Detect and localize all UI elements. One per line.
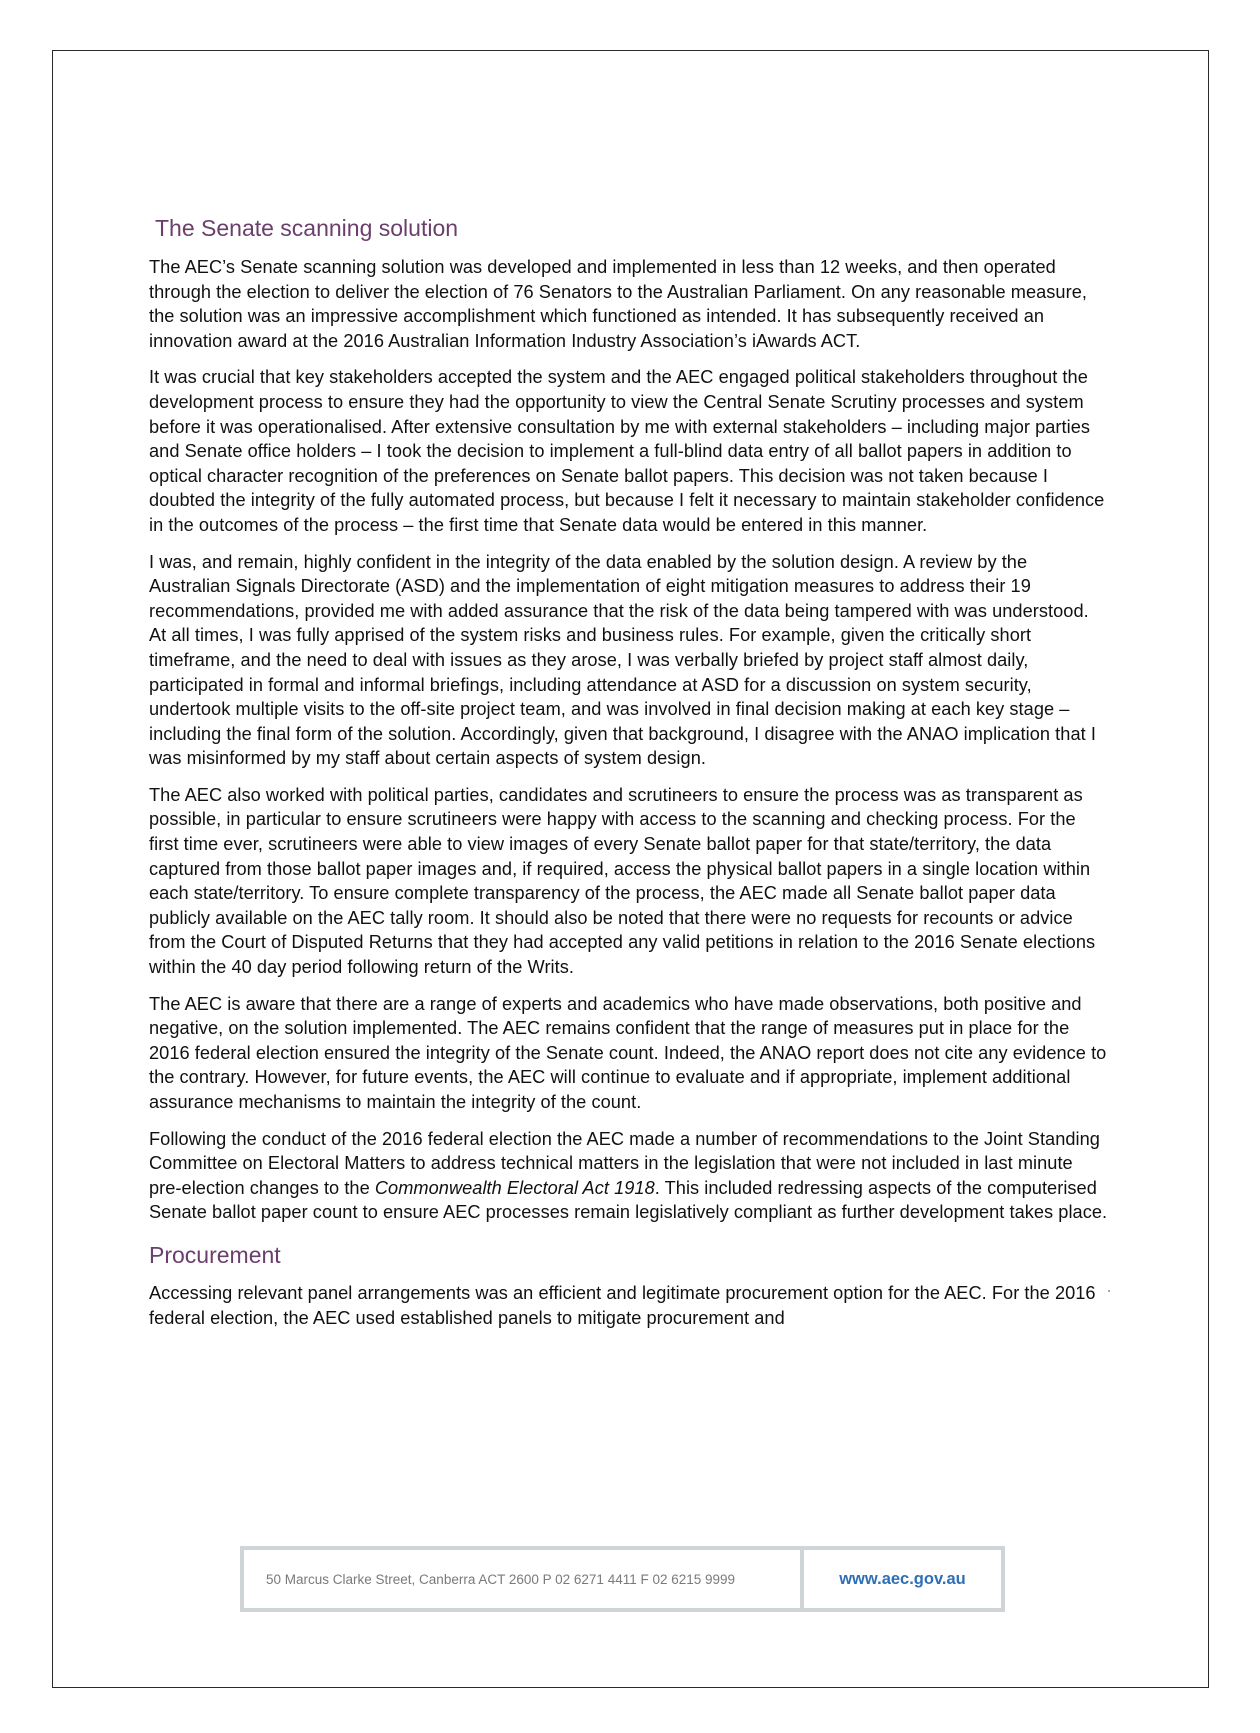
paragraph: The AEC also worked with political parties, candidates and scrutineers to ensure the process was as transparent as possible, in particular to ensure scrutineers were happy with access to the scanning and checking process. For the first time ever, scrutineers were able to view images of every Senate ballot paper for that state/territory, the data captured from those ballot paper images and, if required, access the physical ballot papers in a single location within each state/territory. To ensure complete transparency of the process, the AEC made all Senate ballot paper data publicly available on the AEC tally room. It should also be noted that there were no requests for recounts or advice from the Court of Disputed Returns that they had accepted any valid petitions in relation to the 2016 Senate elections within the 40 day period following return of the Writs. bbox=[149, 784, 1096, 978]
paragraph-text: . This included redressing aspects of the computerised Senate ballot paper count to ensure AEC processes remain legislatively compliant as further development takes place. bbox=[149, 1177, 1108, 1223]
paragraph: The AEC is aware that there are a range of experts and academics who have made observations, both positive and negative, on the solution implemented. The AEC remains confident that the range of measures put in place for the 2016 federal election ensured the integrity of the Senate count. Indeed, the ANAO report does not cite any evidence to the contrary. However, for future events, the AEC will continue to evaluate and if appropriate, implement additional assurance mechanisms to maintain the integrity of the count. bbox=[149, 993, 1107, 1112]
paragraph: The AEC’s Senate scanning solution was developed and implemented in less than 12 weeks, and then operated through the election to deliver the election of 76 Senators to the Australian Parliament. On any reasonable measure, the solution was an impressive accomplishment which functioned as intended. It has subsequently received an innovation award at the 2016 Australian Information Industry Association’s iAwards ACT. bbox=[149, 257, 1087, 351]
section-heading-procurement: Procurement bbox=[149, 1241, 281, 1268]
scan-speck bbox=[1108, 1290, 1110, 1292]
letterhead-footer bbox=[240, 1546, 1005, 1612]
paragraph-legislation bbox=[149, 1127, 1109, 1225]
document-body bbox=[149, 214, 1109, 1342]
footer-address: 50 Marcus Clarke Street, Canberra ACT 2600 P 02 6271 4411 F 02 6215 9999 bbox=[266, 1571, 736, 1587]
paragraph: Accessing relevant panel arrangements was an efficient and legitimate procurement option for the AEC. For the 2016 federal election, the AEC used established panels to mitigate procurement and bbox=[149, 1282, 1096, 1328]
website-link[interactable]: www.aec.gov.au bbox=[839, 1569, 966, 1588]
act-title: Commonwealth Electoral Act 1918 bbox=[374, 1177, 655, 1198]
section-heading-senate-scanning: The Senate scanning solution bbox=[155, 215, 459, 241]
paragraph-text: Following the conduct of the 2016 federal election the AEC made a number of recommendations to the Joint Standing Committee on Electoral Matters to address technical matters in the legislation that were not included in last minute pre-election changes to the bbox=[149, 1128, 1100, 1198]
paragraph: It was crucial that key stakeholders accepted the system and the AEC engaged political stakeholders throughout the development process to ensure they had the opportunity to view the Central Senate Scrutiny processes and system before it was operationalised. After extensive consultation by me with external stakeholders – including major parties and Senate office holders – I took the decision to implement a full-blind data entry of all ballot papers in addition to optical character recognition of the preferences on Senate ballot papers. This decision was not taken because I doubted the integrity of the fully automated process, but because I felt it necessary to maintain stakeholder confidence in the outcomes of the process – the first time that Senate data would be entered in this manner. bbox=[149, 367, 1105, 535]
paragraph: I was, and remain, highly confident in the integrity of the data enabled by the solution design. A review by the Australian Signals Directorate (ASD) and the implementation of eight mitigation measures to address their 19 recommendations, provided me with added assurance that the risk of the data being tampered with was understood. At all times, I was fully apprised of the system risks and business rules. For example, given the critically short timeframe, and the need to deal with issues as they arose, I was verbally briefed by project staff almost daily, participated in formal and informal briefings, including attendance at ASD for a discussion on system security, undertook multiple visits to the off-site project team, and was involved in final decision making at each key stage – including the final form of the solution. Accordingly, given that background, I disagree with the ANAO implication that I was misinformed by my staff about certain aspects of system design. bbox=[149, 551, 1096, 769]
